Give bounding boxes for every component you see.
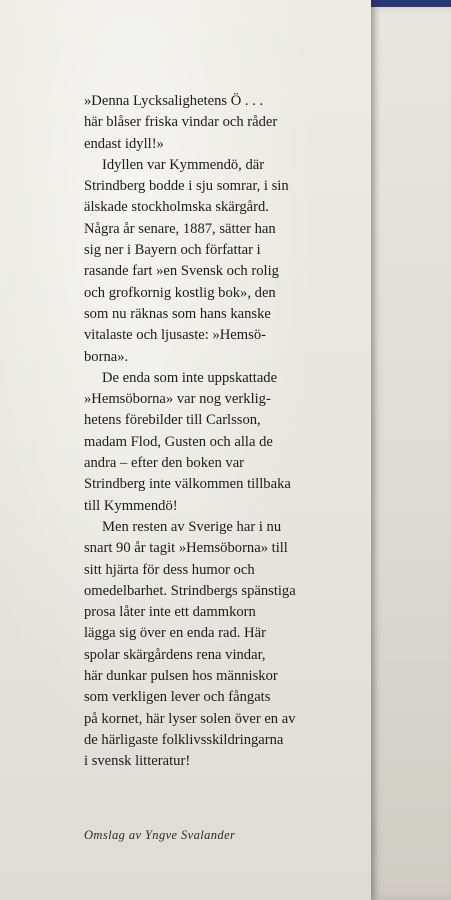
text-line: hetens förebilder till Carlsson, — [84, 412, 261, 429]
text-line: och grofkornig kostlig bok», den — [84, 284, 276, 301]
text-line: på kornet, här lyser solen över en av — [84, 710, 296, 727]
text-line: prosa låter inte ett dammkorn — [84, 604, 256, 621]
text-line: till Kymmendö! — [84, 497, 178, 514]
text-line: madam Flod, Gusten och alla de — [84, 433, 273, 450]
text-line: Strindberg bodde i sju somrar, i sin — [84, 178, 289, 195]
text-line: sitt hjärta för dess humor och — [84, 561, 255, 578]
text-line: här blåser friska vindar och råder — [84, 114, 278, 131]
text-line: sig ner i Bayern och författar i — [84, 242, 261, 259]
text-line: Några år senare, 1887, sätter han — [84, 220, 276, 237]
text-line: Strindberg inte välkommen tillbaka — [84, 476, 291, 493]
text-line: Men resten av Sverige har i nu — [102, 518, 282, 535]
text-line: de härligaste folklivsskildringarna — [84, 731, 284, 748]
text-line: De enda som inte uppskattade — [102, 369, 278, 386]
blue-cover-edge — [368, 0, 451, 7]
text-line: andra – efter den boken var — [84, 455, 245, 472]
flap-text-block — [84, 91, 370, 773]
text-line: i svensk litteratur! — [84, 753, 191, 770]
text-line: Idyllen var Kymmendö, där — [102, 156, 265, 173]
text-line: endast idyll!» — [84, 135, 164, 152]
text-line: älskade stockholmska skärgård. — [84, 199, 269, 216]
text-line: »Hemsöborna» var nog verklig- — [84, 391, 271, 408]
text-line: som nu räknas som hans kanske — [84, 305, 271, 322]
text-line: borna». — [84, 348, 129, 365]
book-board — [368, 7, 451, 900]
cover-credit: Omslag av Yngve Svalander — [84, 828, 236, 842]
text-line: omedelbarhet. Strindbergs spänstiga — [84, 582, 296, 599]
text-line: som verkligen lever och fångats — [84, 689, 271, 706]
text-line: spolar skärgårdens rena vindar, — [84, 646, 266, 663]
text-line: vitalaste och ljusaste: »Hemsö- — [84, 327, 266, 344]
text-line: »Denna Lycksalighetens Ö . . . — [84, 93, 264, 109]
text-line: lägga sig över en enda rad. Här — [84, 625, 266, 642]
text-line: snart 90 år tagit »Hemsöborna» till — [84, 540, 288, 557]
text-line: rasande fart »en Svensk och rolig — [84, 263, 279, 280]
text-line: här dunkar pulsen hos människor — [84, 668, 278, 685]
